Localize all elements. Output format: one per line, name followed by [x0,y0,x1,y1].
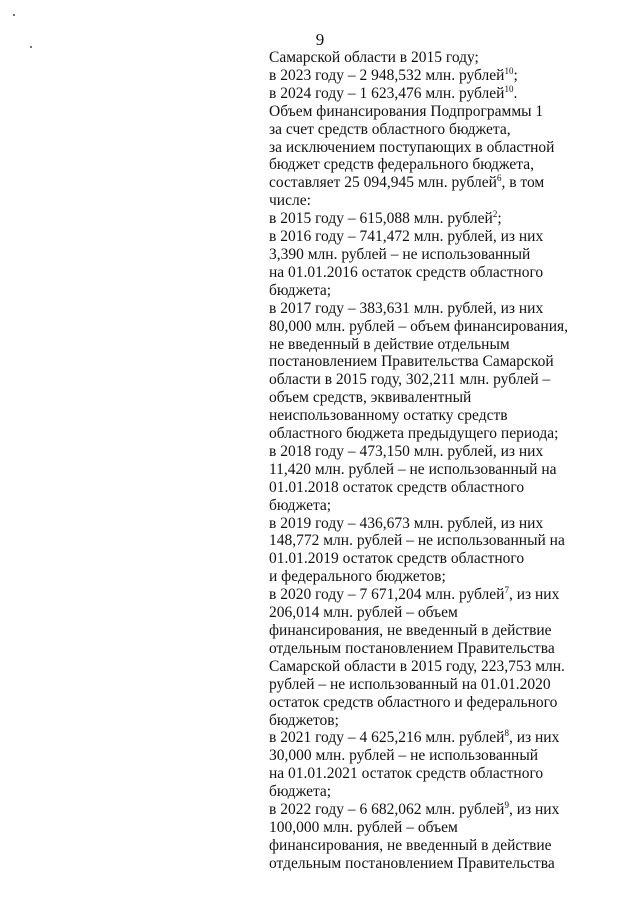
text-line [269,443,568,461]
text-line [269,389,568,407]
line-text: в 2021 году – 4 625,216 млн. рублей [269,729,505,747]
text-line [269,783,568,801]
scan-speck-1 [13,14,15,16]
text-line [269,139,568,157]
text-line [269,837,568,855]
text-line [269,282,568,300]
line-text: 01.01.2019 остаток средств областного [269,550,525,568]
line-text: в 2022 году – 6 682,062 млн. рублей [269,801,505,819]
line-text: в 2016 году – 741,472 млн. рублей, из них [269,228,544,246]
footnote-mark: 6 [496,173,502,184]
line-text: за исключением поступающих в областной [269,138,555,156]
text-line [269,407,568,425]
text-line [269,479,568,497]
text-line [269,676,568,694]
line-text: на 01.01.2021 остаток средств областного [269,765,544,783]
text-line [269,855,568,873]
footnote-mark: 7 [504,585,509,596]
footnote-mark: 9 [504,800,509,811]
line-text: остаток средств областного и федерального [269,693,558,711]
text-line [269,156,568,174]
line-text: 148,772 млн. рублей – не использованный на [269,532,565,550]
line-text: отдельным постановлением Правительства [269,854,555,872]
footnote-mark: 2 [492,209,498,220]
line-text: в 2018 году – 473,150 млн. рублей, из них [269,442,544,460]
text-line [269,318,568,336]
line-text: финансирования, не введенный в действие [269,836,552,854]
text-line [269,801,568,819]
line-text: в 2019 году – 436,673 млн. рублей, из них [269,514,544,532]
line-text: отдельным постановлением Правительства [269,639,555,657]
line-text: бюджета; [269,496,332,514]
text-line [269,336,568,354]
body-text [269,49,568,873]
text-line [269,371,568,389]
line-text: постановлением Правительства Самарской [269,353,554,371]
line-text: не введенный в действие отдельным [269,335,510,353]
line-text: в 2020 году – 7 671,204 млн. рублей [269,586,505,604]
line-text: области в 2015 году, 302,211 млн. рублей – [269,371,551,389]
line-text: Самарской области в 2015 году, 223,753 млн. [269,657,565,675]
line-text: в 2017 году – 383,631 млн. рублей, из них [269,299,544,317]
text-line [269,694,568,712]
footnote-mark: 10 [504,83,514,94]
line-text-after: , в том [501,174,545,192]
text-line [269,103,568,121]
text-line [269,622,568,640]
text-line [269,228,568,246]
text-line [269,712,568,730]
line-text: и федерального бюджетов; [269,568,446,586]
line-text: в 2024 году – 1 623,476 млн. рублей [269,84,505,102]
text-line [269,604,568,622]
line-text: составляет 25 094,945 млн. рублей [269,174,497,192]
line-text: Объем финансирования Подпрограммы 1 [269,102,544,120]
line-text: 01.01.2018 остаток средств областного [269,478,525,496]
line-text: бюджета; [269,783,332,801]
text-line [269,568,568,586]
text-line [269,640,568,658]
text-line [269,461,568,479]
text-line [269,532,568,550]
line-text: на 01.01.2016 остаток средств областного [269,263,544,281]
text-line [269,819,568,837]
text-line [269,497,568,515]
footnote-mark: 8 [504,728,509,739]
text-line [269,246,568,264]
text-line [269,747,568,765]
text-line [269,210,568,228]
text-line [269,121,568,139]
line-text: 206,014 млн. рублей – объем [269,604,458,622]
line-text: Самарской области в 2015 году; [269,49,479,66]
text-line [269,174,568,192]
line-text-after: . [513,84,518,102]
page-number: 9 [315,30,325,49]
text-line [269,300,568,318]
scan-speck-2 [30,46,32,48]
text-line [269,192,568,210]
text-line [269,49,568,67]
text-line [269,264,568,282]
text-line [269,550,568,568]
line-text: бюджета; [269,281,332,299]
text-line [269,729,568,747]
line-text: финансирования, не введенный в действие [269,622,552,639]
line-text: 100,000 млн. рублей – объем [269,818,458,836]
text-line [269,658,568,676]
footnote-mark: 10 [504,65,514,76]
line-text: за счет средств областного бюджета, [269,120,511,138]
line-text-after: , из них [508,801,560,819]
line-text: неиспользованному остатку средств [269,407,508,425]
line-text: бюджетов; [269,711,339,729]
line-text-after: ; [497,210,502,228]
text-line [269,765,568,783]
line-text: бюджет средств федерального бюджета, [269,156,534,174]
text-line [269,353,568,371]
text-line [269,67,568,85]
text-line [269,85,568,103]
line-text: рублей – не использованный на 01.01.2020 [269,675,551,693]
line-text: числе: [269,192,311,210]
line-text: 30,000 млн. рублей – не использованный [269,747,539,765]
line-text: 3,390 млн. рублей – не использованный [269,245,531,263]
text-line [269,425,568,443]
line-text: областного бюджета предыдущего периода; [269,425,559,443]
text-line [269,586,568,604]
line-text: в 2023 году – 2 948,532 млн. рублей [269,66,505,84]
line-text-after: , из них [508,729,560,747]
line-text: 11,420 млн. рублей – не использованный на [269,460,557,478]
line-text-after: ; [513,66,518,84]
line-text: в 2015 году – 615,088 млн. рублей [269,210,493,228]
line-text-after: , из них [508,586,560,604]
line-text: объем средств, эквивалентный [269,389,472,407]
line-text: 80,000 млн. рублей – объем финансирования, [269,317,568,335]
text-line [269,515,568,533]
